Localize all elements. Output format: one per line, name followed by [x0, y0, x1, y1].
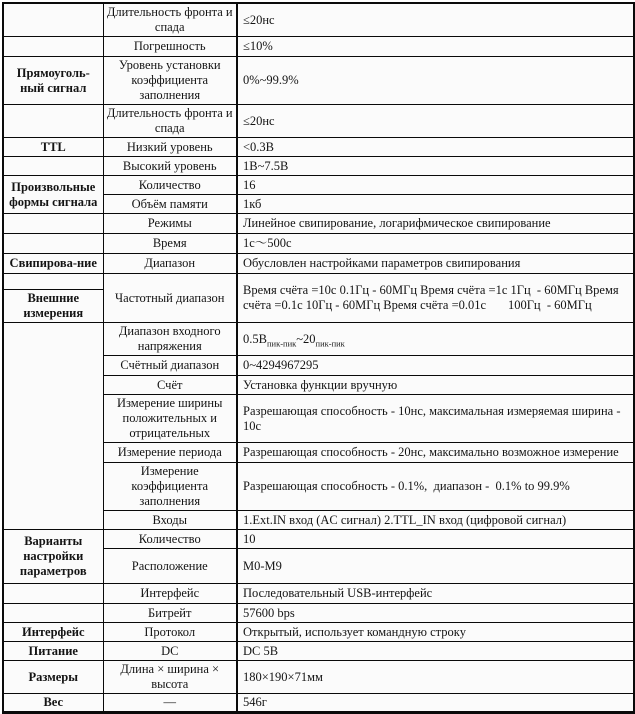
table-row: [3, 623, 634, 642]
param-cell: Счёт: [103, 376, 237, 395]
value-cell: ≤10%: [237, 37, 634, 57]
table-row: [3, 694, 634, 713]
table-row: [3, 323, 634, 356]
section-cell-power: Питание: [3, 642, 103, 661]
table-row: [3, 157, 634, 176]
param-cell: Режимы: [103, 214, 237, 234]
param-cell: Измерение ширины положительных и отрицательных: [103, 395, 237, 443]
spec-table: [2, 2, 635, 714]
table-row: [3, 530, 634, 549]
table-row: [3, 176, 634, 195]
param-cell: Интерфейс: [103, 584, 237, 604]
table-row: [3, 57, 634, 105]
param-cell: Длительность фронта и спада: [103, 3, 237, 37]
table-row: [3, 274, 634, 290]
section-cell-parameter-presets: Варианты настройки параметров: [3, 530, 103, 584]
section-cell-empty: [3, 214, 103, 234]
value-cell: 16: [237, 176, 634, 195]
table-row: [3, 254, 634, 274]
value-cell: Разрешающая способность - 0.1%, диапазон - 0.1% to 99.9%: [237, 463, 634, 511]
table-row: [3, 3, 634, 37]
param-cell: Диапазон входного напряжения: [103, 323, 237, 356]
param-cell: Диапазон: [103, 254, 237, 274]
table-row: [3, 138, 634, 157]
table-row: [3, 661, 634, 694]
param-cell: Длина × ширина × высота: [103, 661, 237, 694]
section-cell-sweep: Свипирова-ние: [3, 254, 103, 274]
param-cell: Измерение периода: [103, 443, 237, 463]
section-cell-empty: [3, 323, 103, 530]
value-cell: M0-M9: [237, 549, 634, 584]
section-cell-empty: [3, 604, 103, 623]
param-cell: DC: [103, 642, 237, 661]
section-cell-empty: [3, 105, 103, 138]
value-cell: Разрешающая способность - 10нс, максимальная измеряемая ширина - 10с: [237, 395, 634, 443]
section-cell-arbitrary-waveforms: Произвольные формы сигнала: [3, 176, 103, 214]
value-cell: Открытый, использует командную строку: [237, 623, 634, 642]
section-cell-empty: [3, 584, 103, 604]
section-cell-external-measurements: Внешние измерения: [3, 290, 103, 323]
param-cell: Частотный диапазон: [103, 274, 237, 323]
value-cell: 180×190×71мм: [237, 661, 634, 694]
value-cell: 57600 bps: [237, 604, 634, 623]
param-cell: Измерение коэффициента заполнения: [103, 463, 237, 511]
value-cell: Линейное свипирование, логарифмическое свипирование: [237, 214, 634, 234]
value-cell: Установка функции вручную: [237, 376, 634, 395]
value-cell: <0.3В: [237, 138, 634, 157]
value-cell: 0~4294967295: [237, 356, 634, 376]
value-cell: DC 5В: [237, 642, 634, 661]
section-cell-interface: Интерфейс: [3, 623, 103, 642]
param-cell: Высокий уровень: [103, 157, 237, 176]
param-cell: Счётный диапазон: [103, 356, 237, 376]
value-cell: 10: [237, 530, 634, 549]
table-row: [3, 37, 634, 57]
section-cell-rectangular-signal: Прямоуголь-ный сигнал: [3, 57, 103, 105]
param-cell: Время: [103, 234, 237, 254]
value-cell: 1с～500с: [237, 234, 634, 254]
table-row: [3, 105, 634, 138]
value-part: 0.5В: [243, 331, 267, 346]
value-cell: [237, 323, 634, 356]
value-cell: ≤20нс: [237, 3, 634, 37]
value-cell: 0%~99.9%: [237, 57, 634, 105]
section-cell-dimensions: Размеры: [3, 661, 103, 694]
value-cell: Обусловлен настройками параметров свипирования: [237, 254, 634, 274]
param-cell: Входы: [103, 511, 237, 530]
section-cell-empty: [3, 157, 103, 176]
value-cell: Время счёта =10с 0.1Гц - 60МГц Время счёта =1с 1Гц - 60МГц Время счёта =0.1с 10Гц - 60МГц Время счёта =0.01с 100Гц - 60МГц: [237, 274, 634, 323]
table-row: [3, 604, 634, 623]
section-cell-empty: [3, 274, 103, 290]
value-cell: ≤20нс: [237, 105, 634, 138]
param-cell: Погрешность: [103, 37, 237, 57]
param-cell: Количество: [103, 176, 237, 195]
param-cell: Расположение: [103, 549, 237, 584]
value-subscript: пик-пик: [266, 338, 297, 348]
value-cell: Разрешающая способность - 20нс, максимально возможное измерение: [237, 443, 634, 463]
param-cell: Уровень установки коэффициента заполнения: [103, 57, 237, 105]
value-subscript: пик-пик: [315, 338, 345, 348]
section-cell-empty: [3, 234, 103, 254]
param-cell: Количество: [103, 530, 237, 549]
section-cell-empty: [3, 3, 103, 37]
value-cell: 546г: [237, 694, 634, 713]
table-row: [3, 584, 634, 604]
value-cell: 1кб: [237, 195, 634, 214]
param-cell: Протокол: [103, 623, 237, 642]
section-cell-ttl: TTL: [3, 138, 103, 157]
param-cell: —: [103, 694, 237, 713]
table-row: [3, 214, 634, 234]
value-cell: Последовательный USB-интерфейс: [237, 584, 634, 604]
param-cell: Объём памяти: [103, 195, 237, 214]
table-row: [3, 642, 634, 661]
value-cell: 1В~7.5В: [237, 157, 634, 176]
table-row: [3, 234, 634, 254]
value-cell: 1.Ext.IN вход (AC сигнал) 2.TTL_IN вход (цифровой сигнал): [237, 511, 634, 530]
value-part: ~20: [296, 331, 316, 346]
section-cell-weight: Вес: [3, 694, 103, 713]
section-cell-empty: [3, 37, 103, 57]
param-cell: Битрейт: [103, 604, 237, 623]
param-cell: Длительность фронта и спада: [103, 105, 237, 138]
param-cell: Низкий уровень: [103, 138, 237, 157]
